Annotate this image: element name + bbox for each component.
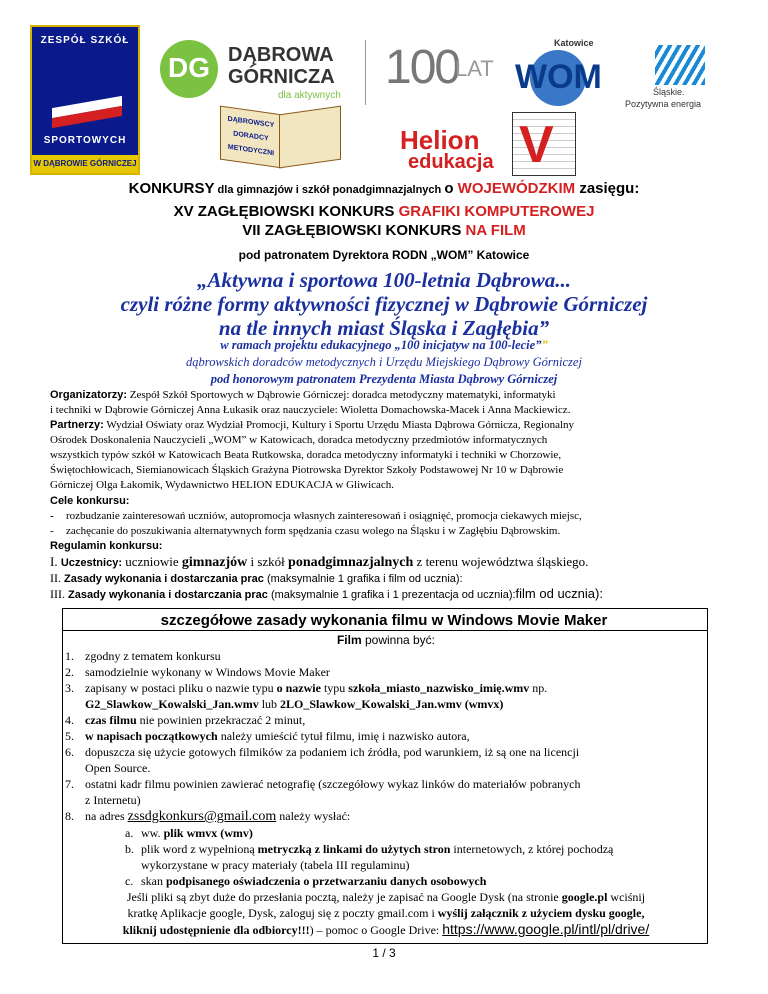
dg-name1: DĄBROWA: [228, 44, 334, 66]
sub-bold: metryczką z linkami do użytych stron: [257, 842, 451, 856]
film-item-1: 1. zgodny z tematem konkursu: [65, 649, 221, 663]
email-link[interactable]: zssdgkonkurs@gmail.com: [127, 809, 277, 824]
film-item-text: dopuszcza się użycie gotowych filmików za podaniem ich źródła, pod warunkiem, iż są one na licencji: [85, 745, 580, 759]
organizers-text1: Zespół Szkół Sportowych w Dąbrowie Górniczej: doradca metodyczny matematyki, informatyki: [127, 389, 556, 401]
film-item-text: nie powinien przekraczać 2 minut,: [136, 713, 306, 727]
partners-t3: wszystkich typów szkół w Katowicach Beata Rutkowska, doradca metodyczny informatyki i techniki w Chorzowie,: [50, 449, 562, 461]
sub-letter: c.: [125, 874, 134, 888]
helion-edukacja: edukacja: [408, 151, 494, 173]
dg-name2: GÓRNICZA: [228, 66, 335, 88]
dg-mark: DG: [168, 52, 210, 83]
book-page-right: [279, 106, 341, 169]
box-heading: szczegółowe zasady wykonania filmu w Windows Movie Maker: [160, 612, 608, 629]
footer-bold: wyślij załącznik z użyciem dysku google,: [437, 906, 645, 920]
sub-bold: podpisanego oświadczenia o przetwarzaniu danych osobowych: [166, 874, 487, 888]
heading-film-prefix: VII ZAGŁĘBIOWSKI KONKURS: [242, 222, 466, 239]
rule-iii-num: III.: [50, 587, 65, 601]
dg-sub: dla aktywnych: [278, 90, 341, 101]
film-sub-b: [65, 841, 707, 857]
partners-t2: Ośrodek Doskonalenia Nauczycieli „WOM” w Katowicach, doradca metodyczny przedmiotów informatycznych: [50, 434, 548, 446]
film-sub-c: [65, 873, 707, 889]
rule-iii-text: (maksymalnie 1 grafika i 1 prezentacja od ucznia):: [267, 589, 516, 601]
contest-title: [0, 268, 768, 340]
school-logo: [30, 25, 140, 175]
school-logo-line1: ZESPÓŁ SZKÓŁ: [40, 35, 130, 46]
subtitle-line2: dąbrowskich doradców metodycznych i Urzędu Miejskiego Dąbrowy Górniczej: [186, 355, 582, 369]
film-item-text: należy wysłać:: [276, 809, 351, 823]
rule-iii: [50, 586, 750, 602]
slaskie-logo: [625, 45, 735, 110]
wom-city: Katowice: [554, 38, 594, 48]
footer-line3: [65, 921, 707, 938]
title-line1: „Aktywna i sportowa 100-letnia Dąbrowa...: [197, 268, 571, 292]
rule-i: [50, 554, 750, 571]
footer-line2: [65, 905, 707, 921]
film-item-text: zapisany w postaci pliku o nazwie typu: [85, 681, 277, 695]
film-intro: [65, 632, 707, 648]
rule-i-label: Uczestnicy:: [60, 557, 122, 569]
footer-bold: kliknij udostępnienie dla odbiorcy!!!: [122, 923, 310, 937]
rule-iii-label: Zasady wykonania i dostarczania prac: [68, 589, 268, 601]
footer-text: kratkę Aplikacje google, Dysk, zaloguj się z poczty gmail.com i: [127, 906, 438, 920]
film-item-3-cont: [65, 696, 707, 712]
film-item-bold: 2LO_Slawkow_Kowalski_Jan.wmv (wmvx): [280, 697, 504, 711]
sub-bold: plik wmvx (wmv): [163, 826, 253, 840]
film-item-4: 4. czas filmu nie powinien przekraczać 2 minut,: [65, 713, 306, 727]
goal-item-text: zachęcanie do poszukiwania alternatywnych form spędzania czasu wolego na Śląsku i w Zagłębiu Dąbrowskim.: [66, 525, 561, 537]
rule-i-b2: ponadgimnazjalnych: [288, 555, 414, 570]
footer-bold: google.pl: [561, 890, 608, 904]
goal-item: - rozbudzanie zainteresowań uczniów, autopromocja własnych zainteresowań i osiągnięć, promocja ciekawych miejsc,: [50, 510, 582, 522]
film-item-text: samodzielnie wykonany w Windows Movie Maker: [85, 665, 330, 679]
heading-line1: [0, 180, 768, 197]
book-page-left: [220, 106, 282, 169]
film-item-bold: czas filmu: [85, 713, 137, 727]
rule-ii-label: Zasady wykonania i dostarczania prac: [64, 573, 264, 585]
film-item-text: lub: [258, 697, 281, 711]
partners: [50, 418, 740, 493]
school-logo-line3: W DĄBROWIE GÓRNICZEJ: [32, 155, 138, 173]
film-item-7: 7. ostatni kadr filmu powinien zawierać netografię (szczegółowy wykaz linków do materiałów pobranych: [65, 777, 581, 791]
helion-logo: [400, 125, 510, 180]
heading-zasiegu: zasięgu:: [575, 180, 640, 197]
goal-item-text: rozbudzanie zainteresowań uczniów, autopromocja własnych zainteresowań i osiągnięć, promocja ciekawych miejsc,: [66, 510, 582, 522]
heading-film: NA FILM: [465, 222, 526, 239]
heading-grafika: GRAFIKI KOMPUTEROWEJ: [398, 203, 595, 220]
film-item-2: 2. samodzielnie wykonany w Windows Movie Maker: [65, 665, 330, 679]
organizers-text2: i techniki w Dąbrowie Górniczej Anna Łukasik oraz nauczyciele: Wioletta Domachowska-Macek i Anna Mackiewicz.: [50, 404, 571, 416]
heading-konkursy: KONKURSY: [128, 180, 215, 197]
book-logo: [215, 105, 345, 170]
rule-ii-num: II.: [50, 571, 61, 585]
rule-iii-text2: film od ucznia):: [515, 586, 603, 601]
helion-name: Helion: [400, 125, 480, 155]
title-line3: na tle innych miast Śląska i Zagłębia”: [218, 316, 550, 340]
subtitle-line3: pod honorowym patronatem Prezydenta Miasta Dąbrowy Górniczej: [210, 372, 558, 386]
sub-text: internetowych, z której pochodzą: [450, 842, 614, 856]
rule-i-t2: i szkół: [247, 554, 289, 569]
film-item-6-cont: Open Source.: [85, 761, 151, 775]
film-item-7-cont: z Internetu): [85, 793, 141, 807]
box-divider: [62, 630, 708, 631]
subtitle-quote: ”: [541, 338, 548, 352]
sub-letter: b.: [125, 842, 134, 856]
film-item-6: 6. dopuszcza się użycie gotowych filmików za podaniem ich źródła, pod warunkiem, iż są one na licencji: [65, 745, 580, 759]
film-item-3: 3. zapisany w postaci pliku o nazwie typu o nazwie typu szkoła_miasto_nazwisko_imię.wmv np.: [65, 681, 548, 695]
slaskie-stripes-icon: [655, 45, 705, 85]
title-line2: czyli różne formy aktywności fizycznej w Dąbrowie Górniczej: [120, 292, 648, 316]
organizers-label: Organizatorzy:: [50, 389, 128, 401]
rule-i-t3: z terenu województwa śląskiego.: [413, 554, 589, 569]
film-sub-b-cont: wykorzystane w pracy materiały (tabela III regulaminu): [141, 858, 410, 872]
heading-for: dla gimnazjów i szkół ponadgimnazjalnych: [214, 184, 445, 196]
rule-ii-text: (maksymalnie 1 grafika i film od ucznia):: [263, 573, 463, 585]
film-item-text: na adres: [85, 809, 128, 823]
partners-t5: Górniczej Olga Łakomik, Wydawnictwo HELION EDUKACJA w Gliwicach.: [50, 479, 395, 491]
film-item-text: np.: [529, 681, 548, 695]
rule-i-b1: gimnazjów: [181, 555, 248, 570]
v-check-logo: [512, 112, 576, 176]
dabrowa-gornicza-logo: [160, 40, 350, 100]
slaskie-name: Śląskie.: [653, 87, 685, 97]
film-item-text: typu: [320, 681, 349, 695]
footer-text: wciśnij: [607, 890, 646, 904]
hundred-num: 100: [385, 41, 460, 94]
goal-item: - zachęcanie do poszukiwania alternatywnych form spędzania czasu wolego na Śląsku i w Zagłębiu Dąbrowskim.: [50, 525, 561, 537]
rules-label: Regulamin konkursu:: [50, 540, 163, 552]
heading-line3: [0, 222, 768, 239]
book-l1: DĄBROWSCY: [227, 115, 275, 130]
heading-grafika-prefix: XV ZAGŁĘBIOWSKI KONKURS: [173, 203, 399, 220]
sub-letter: a.: [125, 826, 134, 840]
page-number: 1 / 3: [372, 946, 396, 960]
film-intro-text: powinna być:: [361, 633, 436, 647]
divider: [365, 40, 366, 105]
sub-text: ww.: [141, 826, 164, 840]
film-rules: [65, 632, 707, 938]
v-check-icon: V: [519, 116, 554, 174]
heading-patronage: pod patronatem Dyrektora RODN „WOM” Katowice: [238, 248, 530, 262]
heading-o: o: [444, 180, 458, 197]
rule-i-num: I.: [50, 554, 58, 569]
rule-i-t1: uczniowie: [121, 554, 182, 569]
subtitle-line1: [0, 337, 768, 354]
film-item-8: 8. na adres zssdgkonkurs@gmail.com należy wysłać:: [65, 809, 351, 824]
subtitle-project: w ramach projektu edukacyjnego „100 inicjatyw na 100-lecie”: [220, 338, 542, 352]
film-item-5: 5. w napisach początkowych należy umieścić tytuł filmu, imię i nazwisko autora,: [65, 729, 470, 743]
film-item-text: ostatni kadr filmu powinien zawierać netografię (szczegółowy wykaz linków do materiałów pobranych: [85, 777, 581, 791]
school-logo-line2: SPORTOWYCH: [43, 135, 127, 146]
film-sub-a: [65, 825, 707, 841]
hundred-lat: LAT: [455, 56, 494, 81]
film-item-bold: w napisach początkowych: [85, 729, 218, 743]
film-intro-bold: Film: [336, 633, 362, 647]
film-item-text: zgodny z tematem konkursu: [85, 649, 221, 663]
partners-label: Partnerzy:: [50, 419, 104, 431]
heading-wojewodzkim: WOJEWÓDZKIM: [457, 180, 576, 197]
hundred-years-logo: [385, 40, 495, 100]
partners-t4: Świętochłowicach, Siemianowicach Śląskich Grażyna Piotrowska Dyrektor Szkoły Podstawowej Nr 10 w Dąbrowie: [50, 464, 564, 476]
google-drive-link[interactable]: https://www.google.pl/intl/pl/drive/: [442, 921, 650, 937]
wom-text: WOM: [515, 58, 602, 96]
film-item-bold: o nazwie: [276, 681, 321, 695]
wom-logo: [510, 38, 605, 108]
footer-text: ) – pomoc o Google Drive:: [309, 923, 443, 937]
sub-text: plik word z wypełnioną: [141, 842, 258, 856]
goals-label: Cele konkursu:: [50, 495, 130, 507]
film-item-bold: G2_Slawkow_Kowalski_Jan.wmv: [85, 697, 259, 711]
partners-t1: Wydział Oświaty oraz Wydział Promocji, Kultury i Sportu Urzędu Miasta Dąbrowa Górnicza, Regionalny: [103, 419, 575, 431]
book-l2: DORADCY: [233, 130, 269, 143]
heading-line2: [0, 203, 768, 220]
slaskie-slogan: Pozytywna energia: [625, 99, 702, 109]
footer-line1: [65, 889, 707, 905]
book-l3: METODYCZNI: [227, 143, 275, 158]
dg-mark-icon: [160, 40, 218, 98]
film-item-text: należy umieścić tytuł filmu, imię i nazwisko autora,: [217, 729, 470, 743]
film-item-bold: szkoła_miasto_nazwisko_imię.wmv: [348, 681, 530, 695]
rules: [50, 540, 750, 602]
organizers: [50, 388, 740, 418]
subtitle: [0, 337, 768, 388]
sub-text: skan: [141, 874, 166, 888]
rule-ii: [50, 571, 750, 586]
goals: [50, 494, 740, 539]
footer-text: Jeśli pliki są zbyt duże do przesłania pocztą, należy je zapisać na Google Dysk (na stronie: [126, 890, 562, 904]
